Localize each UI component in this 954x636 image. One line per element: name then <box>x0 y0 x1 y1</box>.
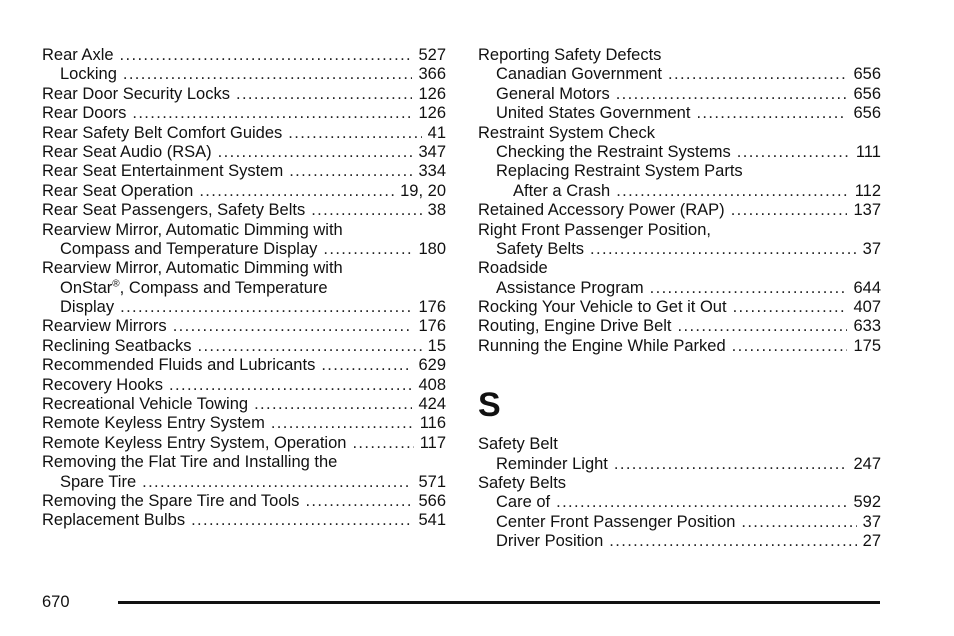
dot-leader <box>650 279 848 298</box>
entry-label: Rear Axle <box>42 46 114 64</box>
entry-label: Running the Engine While Parked <box>478 336 726 355</box>
entry-label: Display <box>60 298 115 317</box>
index-entry <box>478 240 881 259</box>
entry-page-number: 37 <box>862 512 881 531</box>
dot-leader <box>198 337 422 356</box>
index-entry <box>478 259 881 278</box>
entry-page-number: 111 <box>855 142 881 161</box>
dot-leader <box>236 85 412 104</box>
entry-label: Rear Seat Entertainment System <box>42 162 284 181</box>
index-entry <box>42 259 446 278</box>
entry-label: Reminder Light <box>496 454 608 473</box>
index-entry <box>478 143 881 162</box>
entry-page-number: 117 <box>419 433 446 452</box>
dot-leader <box>288 124 421 143</box>
index-entry <box>478 532 881 551</box>
dot-leader <box>696 104 847 123</box>
dot-leader <box>321 356 412 375</box>
index-entry <box>478 201 881 220</box>
entry-page-number: 137 <box>853 201 881 220</box>
index-entry <box>42 162 446 181</box>
dot-leader <box>616 182 848 201</box>
entry-page-number: 38 <box>427 201 446 220</box>
left-index-column <box>42 46 446 531</box>
entry-page-number: 656 <box>853 104 881 123</box>
index-entry <box>478 474 881 493</box>
index-entry <box>478 104 881 123</box>
entry-label: United States Government <box>496 104 691 123</box>
entry-label: Rear Doors <box>42 104 127 123</box>
dot-leader <box>289 162 412 181</box>
index-entry <box>42 511 446 530</box>
entry-label: Replacing Restraint System Parts <box>496 162 743 181</box>
index-entry <box>478 279 881 298</box>
entry-label: Restraint System Check <box>478 123 655 142</box>
dot-leader <box>731 201 848 220</box>
entry-page-number: 116 <box>419 414 446 433</box>
entry-page-number: 424 <box>418 395 446 414</box>
index-entry <box>478 85 881 104</box>
dot-leader <box>609 532 856 551</box>
index-entry <box>478 455 881 474</box>
dot-leader <box>191 511 412 530</box>
entry-label: Remote Keyless Entry System <box>42 414 265 433</box>
entry-page-number: 527 <box>418 46 446 64</box>
entry-page-number: 180 <box>418 239 446 258</box>
entry-page-number: 112 <box>854 181 881 200</box>
entry-label: Assistance Program <box>496 278 644 297</box>
index-entry <box>42 317 446 336</box>
index-entry <box>42 201 446 220</box>
index-entry <box>42 376 446 395</box>
dot-leader <box>741 513 856 532</box>
dot-leader <box>614 455 848 474</box>
entry-page-number: 176 <box>418 298 446 317</box>
entry-page-number: 656 <box>853 84 881 103</box>
entry-page-number: 175 <box>853 336 881 355</box>
dot-leader <box>311 201 421 220</box>
index-entry <box>478 513 881 532</box>
entry-label: After a Crash <box>513 181 611 200</box>
entry-page-number: 541 <box>418 511 446 530</box>
s-entries <box>478 435 881 551</box>
index-entry <box>42 221 446 240</box>
entry-label: Recreational Vehicle Towing <box>42 395 249 414</box>
index-entry <box>42 356 446 375</box>
entry-label: Rear Safety Belt Comfort Guides <box>42 123 283 142</box>
entry-label: Locking <box>60 65 117 84</box>
entry-label: Routing, Engine Drive Belt <box>478 317 672 336</box>
index-entry <box>42 414 446 433</box>
entry-page-number: 366 <box>418 65 446 84</box>
index-entry <box>42 124 446 143</box>
index-entry <box>478 124 881 143</box>
index-entry <box>478 221 881 240</box>
entry-label: Reporting Safety Defects <box>478 46 662 64</box>
entry-label: Checking the Restraint Systems <box>496 142 731 161</box>
entry-label: Remote Keyless Entry System, Operation <box>42 433 347 452</box>
index-entry <box>42 473 446 492</box>
footer-rule <box>118 601 880 604</box>
dot-leader <box>668 65 847 84</box>
entry-label: Driver Position <box>496 532 604 551</box>
dot-leader <box>352 434 413 453</box>
entry-page-number: 629 <box>418 356 446 375</box>
entry-label: Safety Belts <box>496 239 585 258</box>
index-entry <box>478 298 881 317</box>
entry-label: Care of <box>496 493 551 512</box>
dot-leader <box>218 143 413 162</box>
entry-page-number: 408 <box>418 375 446 394</box>
entry-page-number: 247 <box>853 454 881 473</box>
entry-label: Reclining Seatbacks <box>42 336 192 355</box>
entry-page-number: 407 <box>853 298 881 317</box>
entry-label: Center Front Passenger Position <box>496 512 736 531</box>
right-index-column <box>478 46 881 552</box>
entry-page-number: 571 <box>418 472 446 491</box>
entry-label: Rearview Mirror, Automatic Dimming with <box>42 259 343 278</box>
index-entry <box>42 492 446 511</box>
index-entry <box>42 240 446 259</box>
index-entry <box>42 298 446 317</box>
entry-page-number: 656 <box>853 65 881 84</box>
entry-label: Retained Accessory Power (RAP) <box>478 201 725 220</box>
index-entry <box>42 46 446 65</box>
dot-leader <box>732 337 848 356</box>
entry-label: Rocking Your Vehicle to Get it Out <box>478 298 727 317</box>
dot-leader <box>120 46 413 65</box>
entry-page-number: 566 <box>418 491 446 510</box>
entry-label: Rear Door Security Locks <box>42 84 230 103</box>
index-entry <box>478 65 881 84</box>
dot-leader <box>142 473 412 492</box>
entry-page-number: 644 <box>853 278 881 297</box>
dot-leader <box>678 317 848 336</box>
entry-label: Rearview Mirrors <box>42 317 167 336</box>
section-letter-s: S <box>478 386 501 425</box>
index-entry <box>478 162 881 181</box>
entry-label: Safety Belts <box>478 474 567 493</box>
index-entry <box>42 337 446 356</box>
entry-page-number: 27 <box>862 532 881 551</box>
entry-label: Removing the Spare Tire and Tools <box>42 491 300 510</box>
entry-page-number: 334 <box>418 162 446 181</box>
dot-leader <box>733 298 848 317</box>
index-entry <box>42 453 446 472</box>
dot-leader <box>123 65 413 84</box>
entry-page-number: 633 <box>853 317 881 336</box>
entry-page-number: 347 <box>418 142 446 161</box>
dot-leader <box>323 240 412 259</box>
entry-page-number: 19, 20 <box>400 181 446 200</box>
entry-label: Rear Seat Operation <box>42 181 194 200</box>
entry-page-number: 41 <box>427 123 446 142</box>
entry-label: Rear Seat Passengers, Safety Belts <box>42 201 306 220</box>
entry-label: Rearview Mirror, Automatic Dimming with <box>42 220 343 239</box>
entry-page-number: 126 <box>418 84 446 103</box>
entry-label: Removing the Flat Tire and Installing the <box>42 453 338 472</box>
index-entry <box>42 182 446 201</box>
dot-leader <box>590 240 857 259</box>
dot-leader <box>271 414 414 433</box>
entry-label: Safety Belt <box>478 435 558 454</box>
index-entry <box>42 434 446 453</box>
index-entry <box>42 85 446 104</box>
index-entry <box>42 65 446 84</box>
page-number: 670 <box>42 593 70 611</box>
index-entry <box>478 317 881 336</box>
entry-page-number: 126 <box>418 104 446 123</box>
index-entry <box>478 182 881 201</box>
index-entry <box>42 395 446 414</box>
dot-leader <box>556 493 847 512</box>
entry-page-number: 37 <box>862 239 881 258</box>
entry-label: General Motors <box>496 84 610 103</box>
entry-label: OnStar®, Compass and Temperature <box>60 278 328 297</box>
dot-leader <box>173 317 413 336</box>
entry-label: Recommended Fluids and Lubricants <box>42 356 316 375</box>
index-entry <box>42 279 446 298</box>
index-entry <box>478 46 881 65</box>
dot-leader <box>120 298 412 317</box>
entry-label: Right Front Passenger Position, <box>478 220 711 239</box>
entry-page-number: 15 <box>427 336 446 355</box>
dot-leader <box>616 85 848 104</box>
index-entry <box>42 143 446 162</box>
dot-leader <box>169 376 412 395</box>
dot-leader <box>132 104 412 123</box>
entry-label: Spare Tire <box>60 472 137 491</box>
dot-leader <box>737 143 850 162</box>
r-entries-continued <box>478 46 881 356</box>
index-entry <box>42 104 446 123</box>
entry-page-number: 176 <box>418 317 446 336</box>
entry-label: Roadside <box>478 259 548 278</box>
dot-leader <box>254 395 412 414</box>
index-entry <box>478 337 881 356</box>
dot-leader <box>305 492 412 511</box>
entry-label: Rear Seat Audio (RSA) <box>42 142 212 161</box>
dot-leader <box>199 182 394 201</box>
entry-page-number: 592 <box>853 493 881 512</box>
entry-label: Compass and Temperature Display <box>60 239 318 258</box>
index-entry <box>478 435 881 454</box>
index-entry <box>478 493 881 512</box>
entry-label: Replacement Bulbs <box>42 511 186 530</box>
entry-label: Recovery Hooks <box>42 375 164 394</box>
entry-label: Canadian Government <box>496 65 663 84</box>
